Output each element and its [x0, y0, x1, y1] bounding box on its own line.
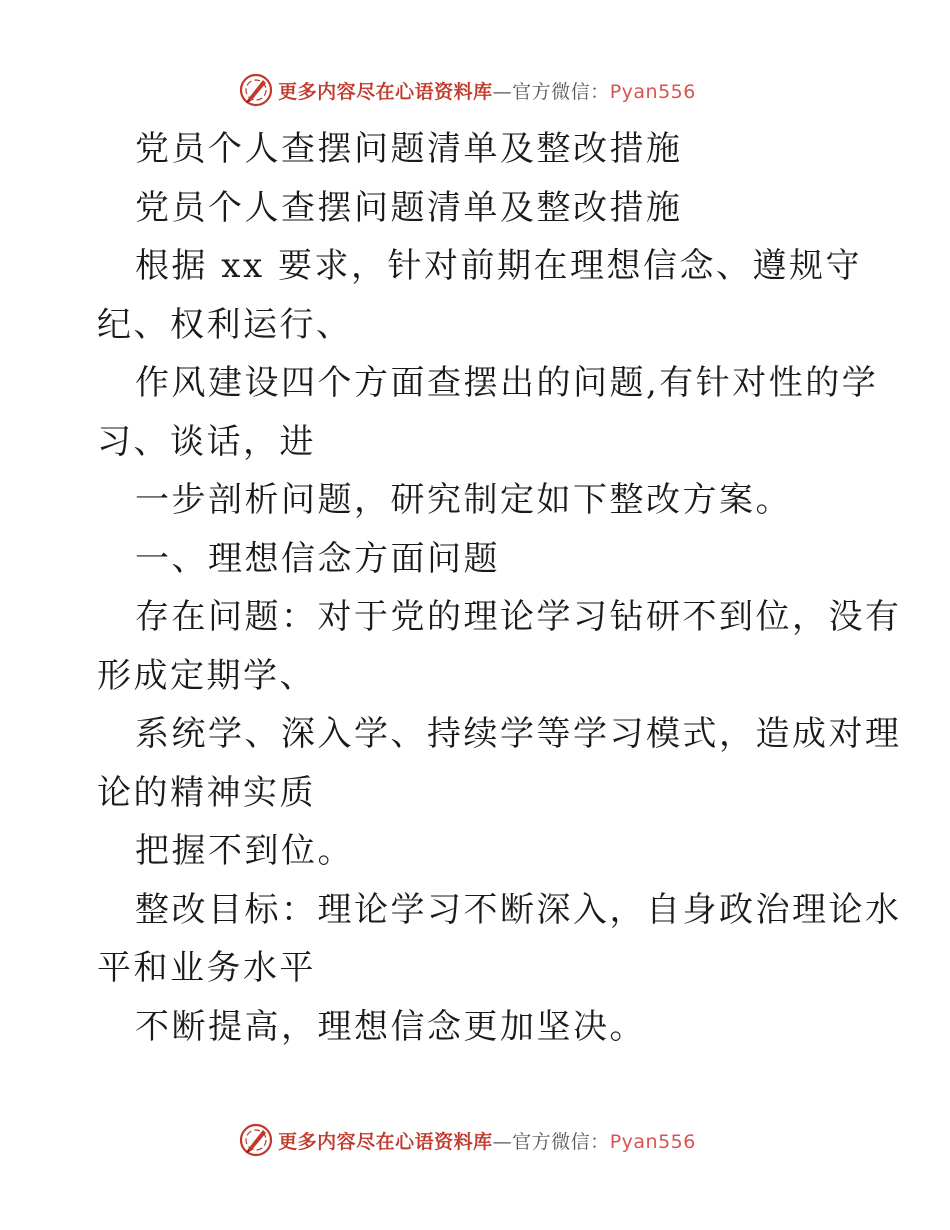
doc-section-heading: 一、理想信念方面问题 [135, 538, 500, 579]
doc-paragraph-line: 系统学、深入学、持续学等学习模式，造成对理 [135, 714, 902, 754]
header-watermark-text [278, 77, 696, 104]
doc-paragraph-line: 平和业务水平 [97, 948, 316, 988]
doc-paragraph-line: 整改目标：理论学习不断深入，自身政治理论水 [135, 889, 902, 930]
footer-watermark-text [278, 1127, 696, 1154]
header-separator: — [492, 80, 513, 103]
header-site-name: 更多内容尽在心语资料库 [278, 80, 493, 103]
doc-title-line: 党员个人查摆问题清单及整改措施 [135, 129, 683, 169]
quill-logo-icon [238, 1122, 274, 1158]
footer-site-name: 更多内容尽在心语资料库 [278, 1130, 493, 1153]
doc-paragraph-line: 纪、权利运行、 [97, 304, 353, 345]
quill-logo-icon [238, 72, 274, 108]
footer-watermark-banner [0, 1120, 950, 1160]
doc-paragraph-line: 根据 xx 要求，针对前期在理想信念、遵规守 [135, 246, 862, 286]
doc-paragraph-line: 一步剖析问题，研究制定如下整改方案。 [135, 480, 792, 520]
doc-paragraph-line: 论的精神实质 [97, 772, 316, 813]
doc-paragraph-line: 不断提高，理想信念更加坚决。 [135, 1006, 646, 1047]
doc-paragraph-line: 把握不到位。 [135, 831, 354, 871]
footer-wechat-label: 官方微信： [512, 1130, 610, 1153]
doc-paragraph-line: 习、谈话，进 [97, 421, 316, 462]
footer-separator: — [492, 1130, 513, 1153]
doc-paragraph-line: 形成定期学、 [97, 655, 316, 696]
footer-watermark-content [238, 1122, 696, 1158]
doc-paragraph-line: 作风建设四个方面查摆出的问题,有针对性的学 [135, 363, 879, 403]
document-body [97, 120, 902, 1056]
header-wechat-id: Pyan556 [609, 80, 696, 103]
header-watermark-content [238, 72, 696, 108]
footer-wechat-id: Pyan556 [609, 1130, 696, 1153]
header-watermark-banner [0, 70, 950, 110]
doc-title-line: 党员个人查摆问题清单及整改措施 [135, 187, 683, 228]
doc-paragraph-line: 存在问题：对于党的理论学习钻研不到位，没有 [135, 597, 902, 637]
header-wechat-label: 官方微信： [512, 80, 610, 103]
